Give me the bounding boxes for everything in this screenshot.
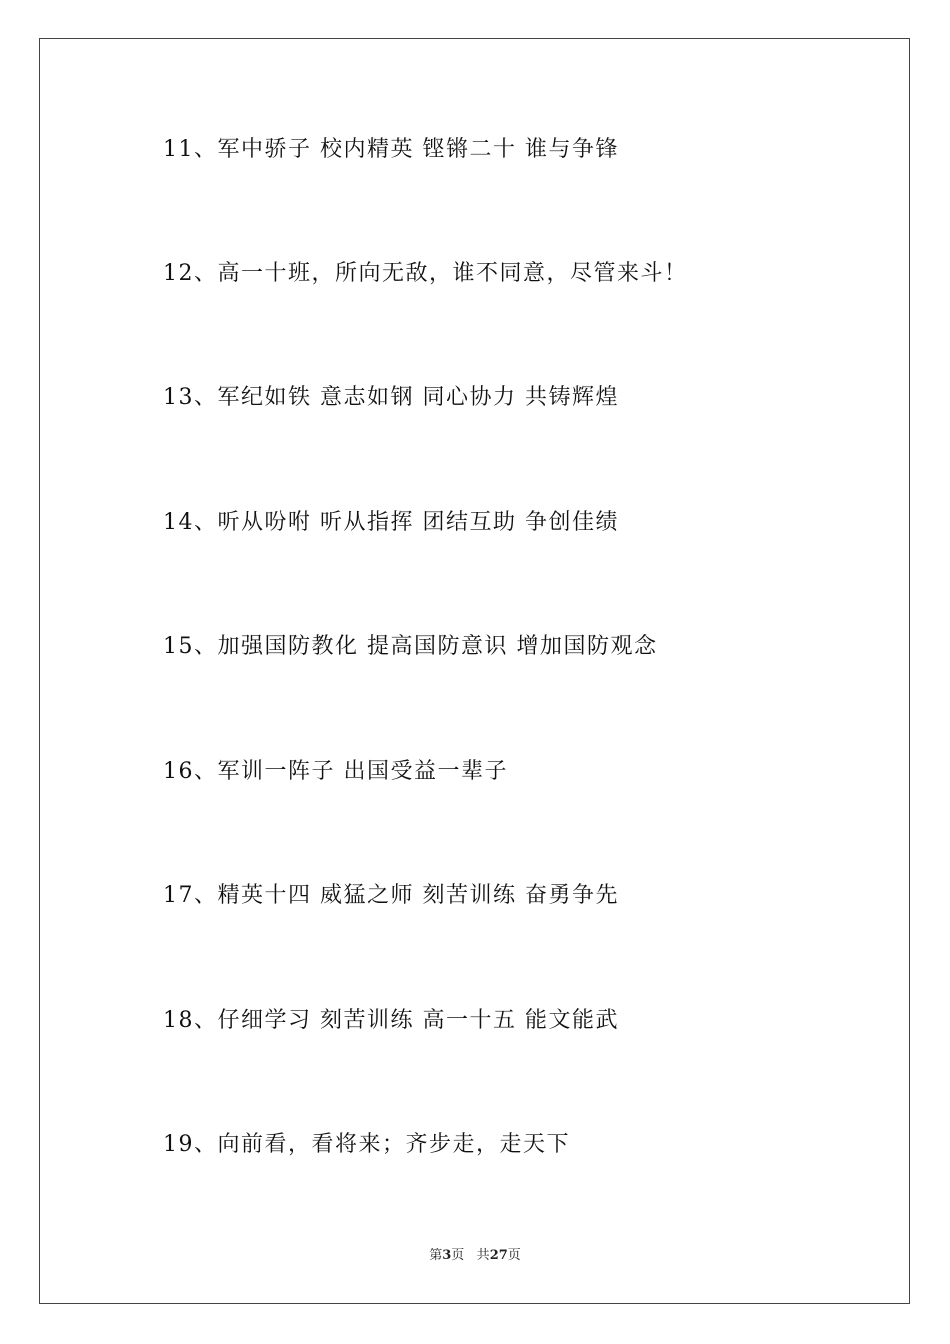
footer-page-unit: 页 bbox=[451, 1248, 465, 1263]
slogan-item-13: 13、军纪如铁 意志如钢 同心协力 共铸辉煌 bbox=[163, 385, 619, 410]
slogan-item-17: 17、精英十四 威猛之师 刻苦训练 奋勇争先 bbox=[163, 883, 619, 908]
footer-total-prefix: 共 bbox=[476, 1248, 490, 1263]
page-footer bbox=[0, 1247, 950, 1265]
current-page-number: 3 bbox=[442, 1248, 452, 1263]
footer-total-unit: 页 bbox=[507, 1248, 521, 1263]
total-pages-number: 27 bbox=[489, 1248, 508, 1263]
slogan-item-19: 19、向前看，看将来；齐步走，走天下 bbox=[163, 1132, 570, 1157]
slogan-item-16: 16、军训一阵子 出国受益一辈子 bbox=[163, 759, 508, 784]
footer-prefix: 第 bbox=[429, 1248, 443, 1263]
page-border bbox=[39, 38, 910, 1304]
slogan-item-14: 14、听从吩咐 听从指挥 团结互助 争创佳绩 bbox=[163, 510, 619, 535]
slogan-item-11: 11、军中骄子 校内精英 铿锵二十 谁与争锋 bbox=[163, 137, 619, 162]
slogan-item-15: 15、加强国防教化 提高国防意识 增加国防观念 bbox=[163, 634, 658, 659]
slogan-item-18: 18、仔细学习 刻苦训练 高一十五 能文能武 bbox=[163, 1008, 619, 1033]
slogan-item-12: 12、高一十班，所向无敌，谁不同意，尽管来斗！ bbox=[163, 261, 688, 286]
